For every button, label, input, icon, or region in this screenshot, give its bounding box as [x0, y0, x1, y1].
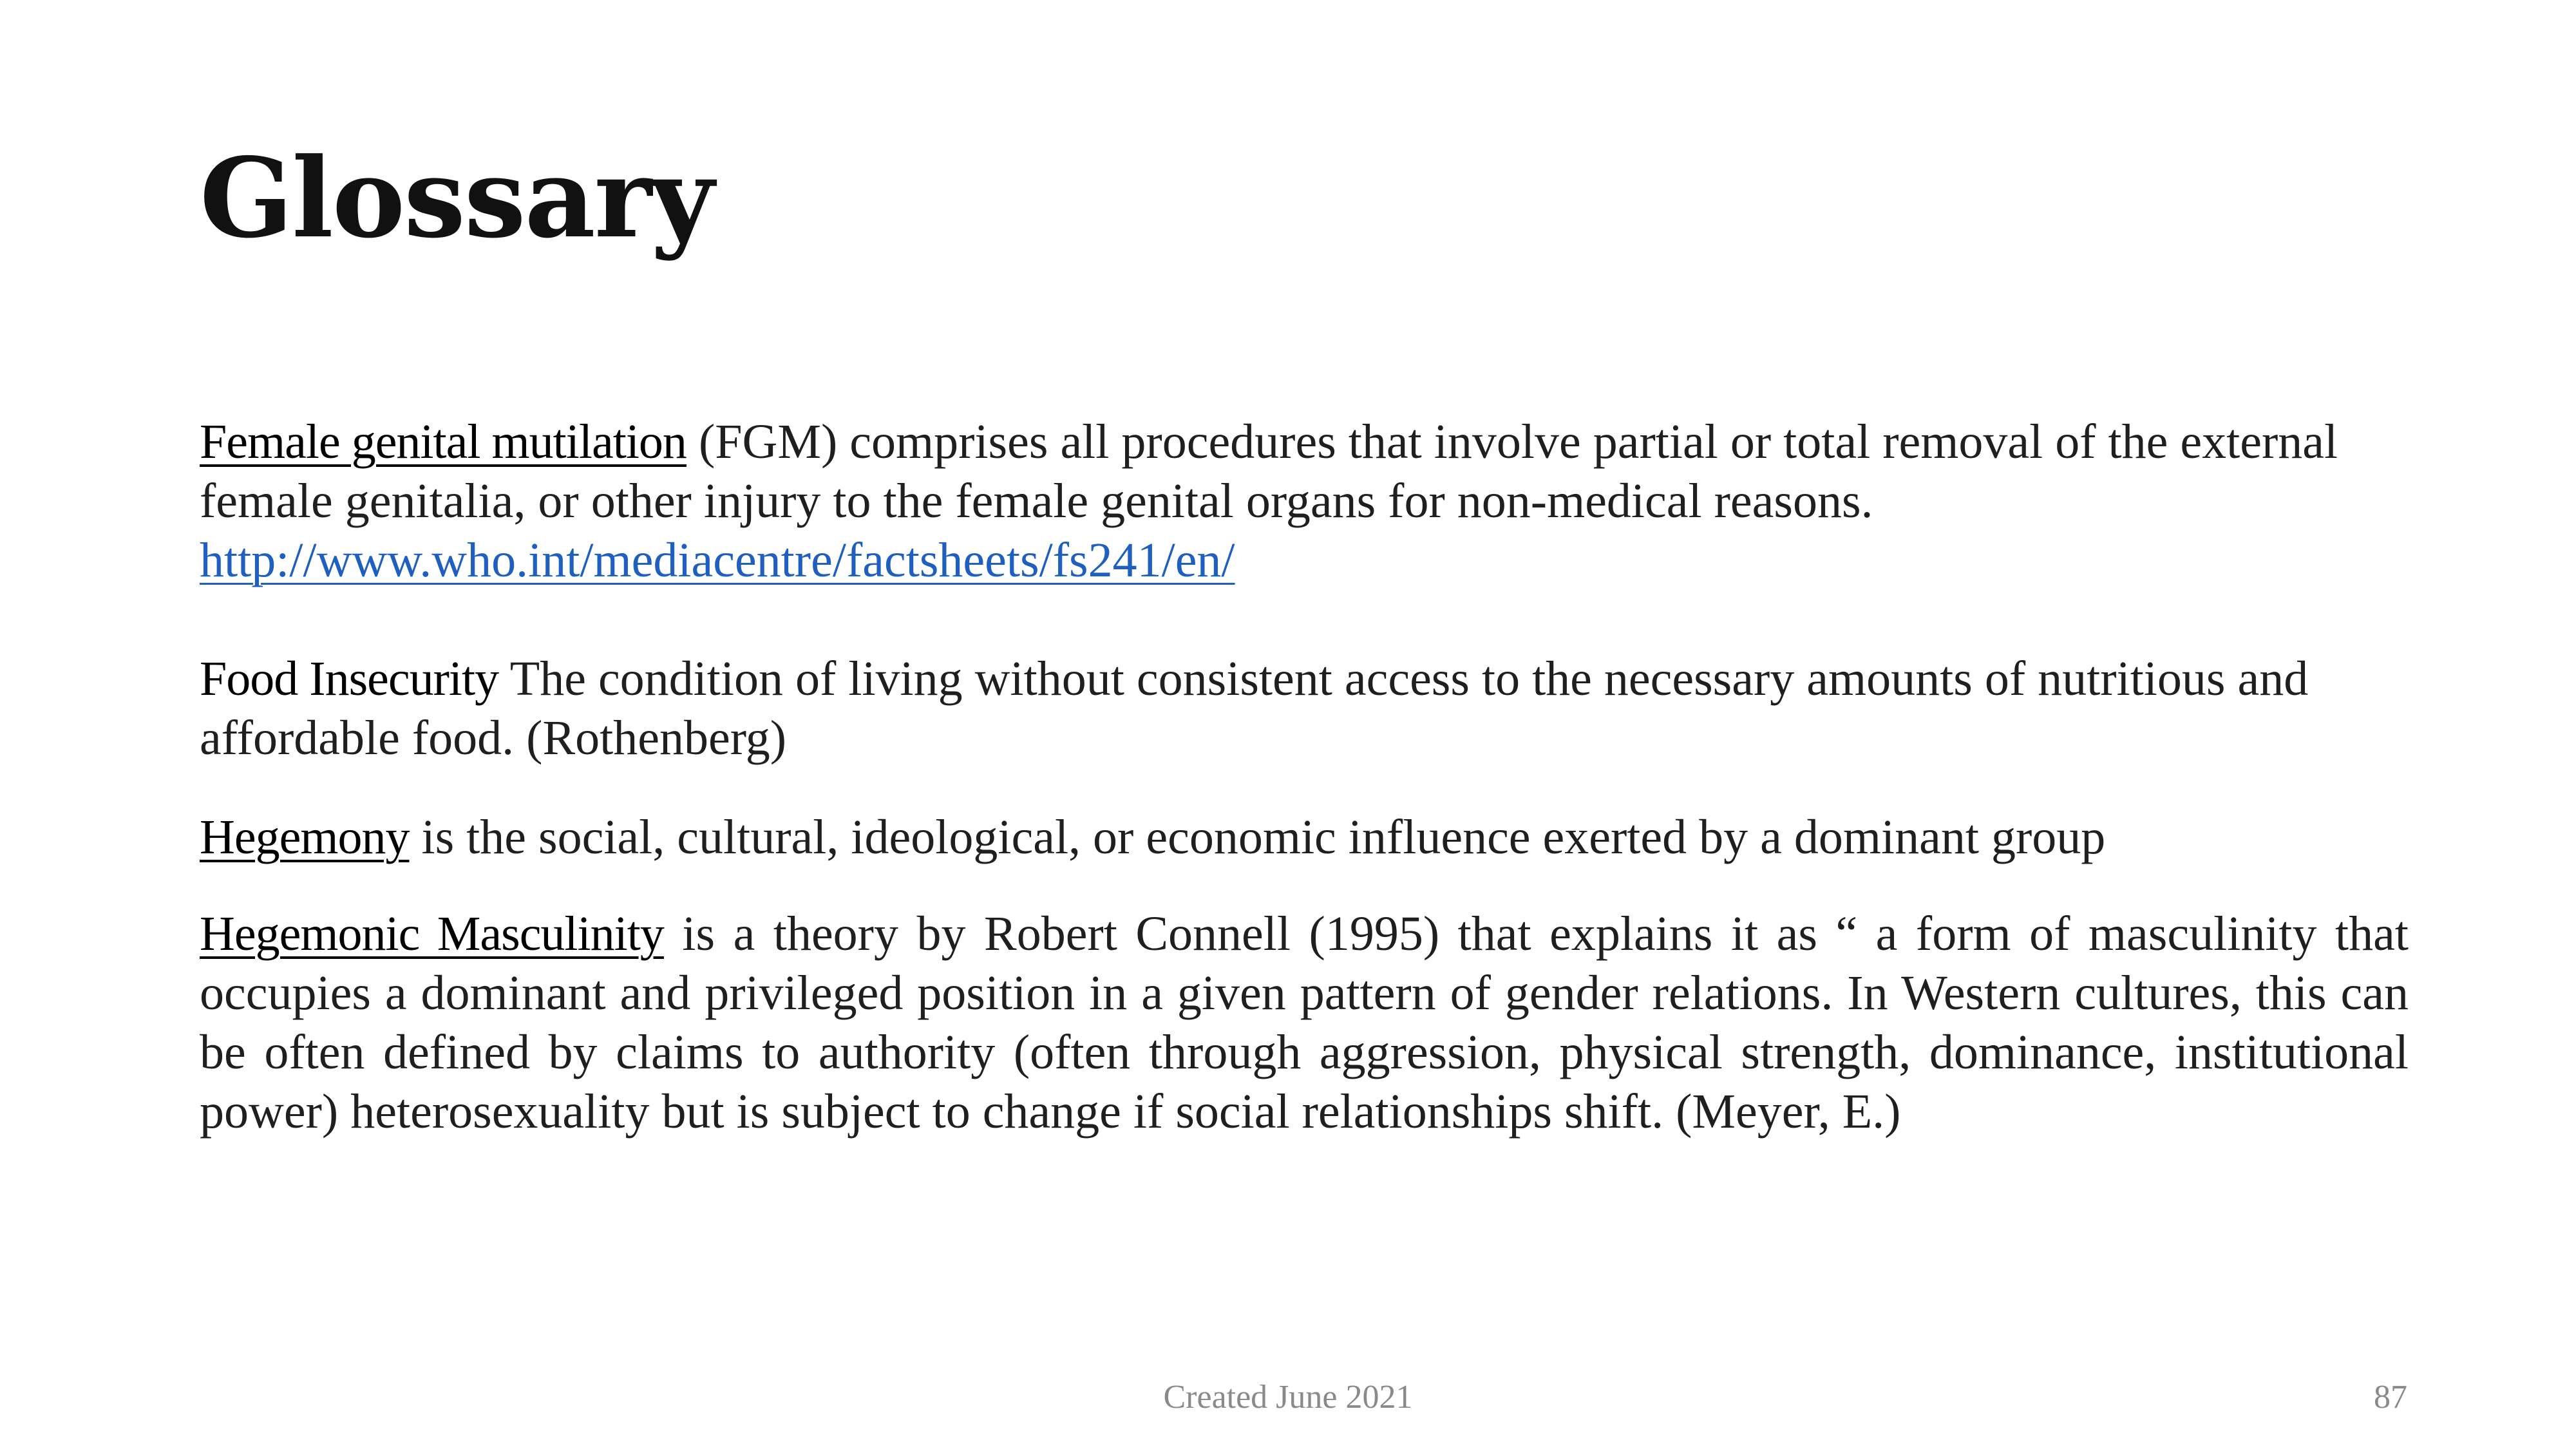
term-female-genital-mutilation: Female genital mutilation: [200, 415, 687, 469]
glossary-entry-hegemonic-masculinity: [200, 904, 2409, 1141]
term-food-insecurity: Food Insecurity: [200, 652, 499, 706]
footer-created-date: Created June 2021: [1163, 1379, 1413, 1416]
glossary-entry-fgm: [200, 412, 2409, 590]
who-factsheet-link[interactable]: http://www.who.int/mediacentre/factsheets/fs241/en/: [200, 533, 1235, 587]
slide-title: Glossary: [200, 134, 714, 263]
definition-hegemonic-masculinity: is a theory by Robert Connell (1995) that explains it as “ a form of masculinity that occupies a dominant and privileged position in a given pattern of gender relations. In Western cultures, this can be often defined by claims to authority (often through aggression, physical strength, dominance, institutional power) heterosexuality but is subject to change if social relationships shift. (Meyer, E.): [200, 907, 2409, 1139]
glossary-content: [200, 412, 2409, 1141]
term-hegemonic-masculinity: Hegemonic Masculinity: [200, 907, 664, 961]
definition-food-insecurity: The condition of living without consistent access to the necessary amounts of nutritious and affordable food. (Rothenberg): [200, 652, 2309, 765]
definition-hegemony: is the social, cultural, ideological, or economic influence exerted by a dominant group: [409, 810, 2106, 864]
definition-female-genital-mutilation: (FGM) comprises all procedures that involve partial or total removal of the external female genitalia, or other injury to the female genital organs for non-medical reasons.: [200, 415, 2338, 528]
term-hegemony: Hegemony: [200, 810, 410, 864]
glossary-entry-hegemony: [200, 808, 2409, 867]
glossary-entry-food-insecurity: [200, 649, 2409, 768]
footer-page-number: 87: [2374, 1379, 2407, 1416]
